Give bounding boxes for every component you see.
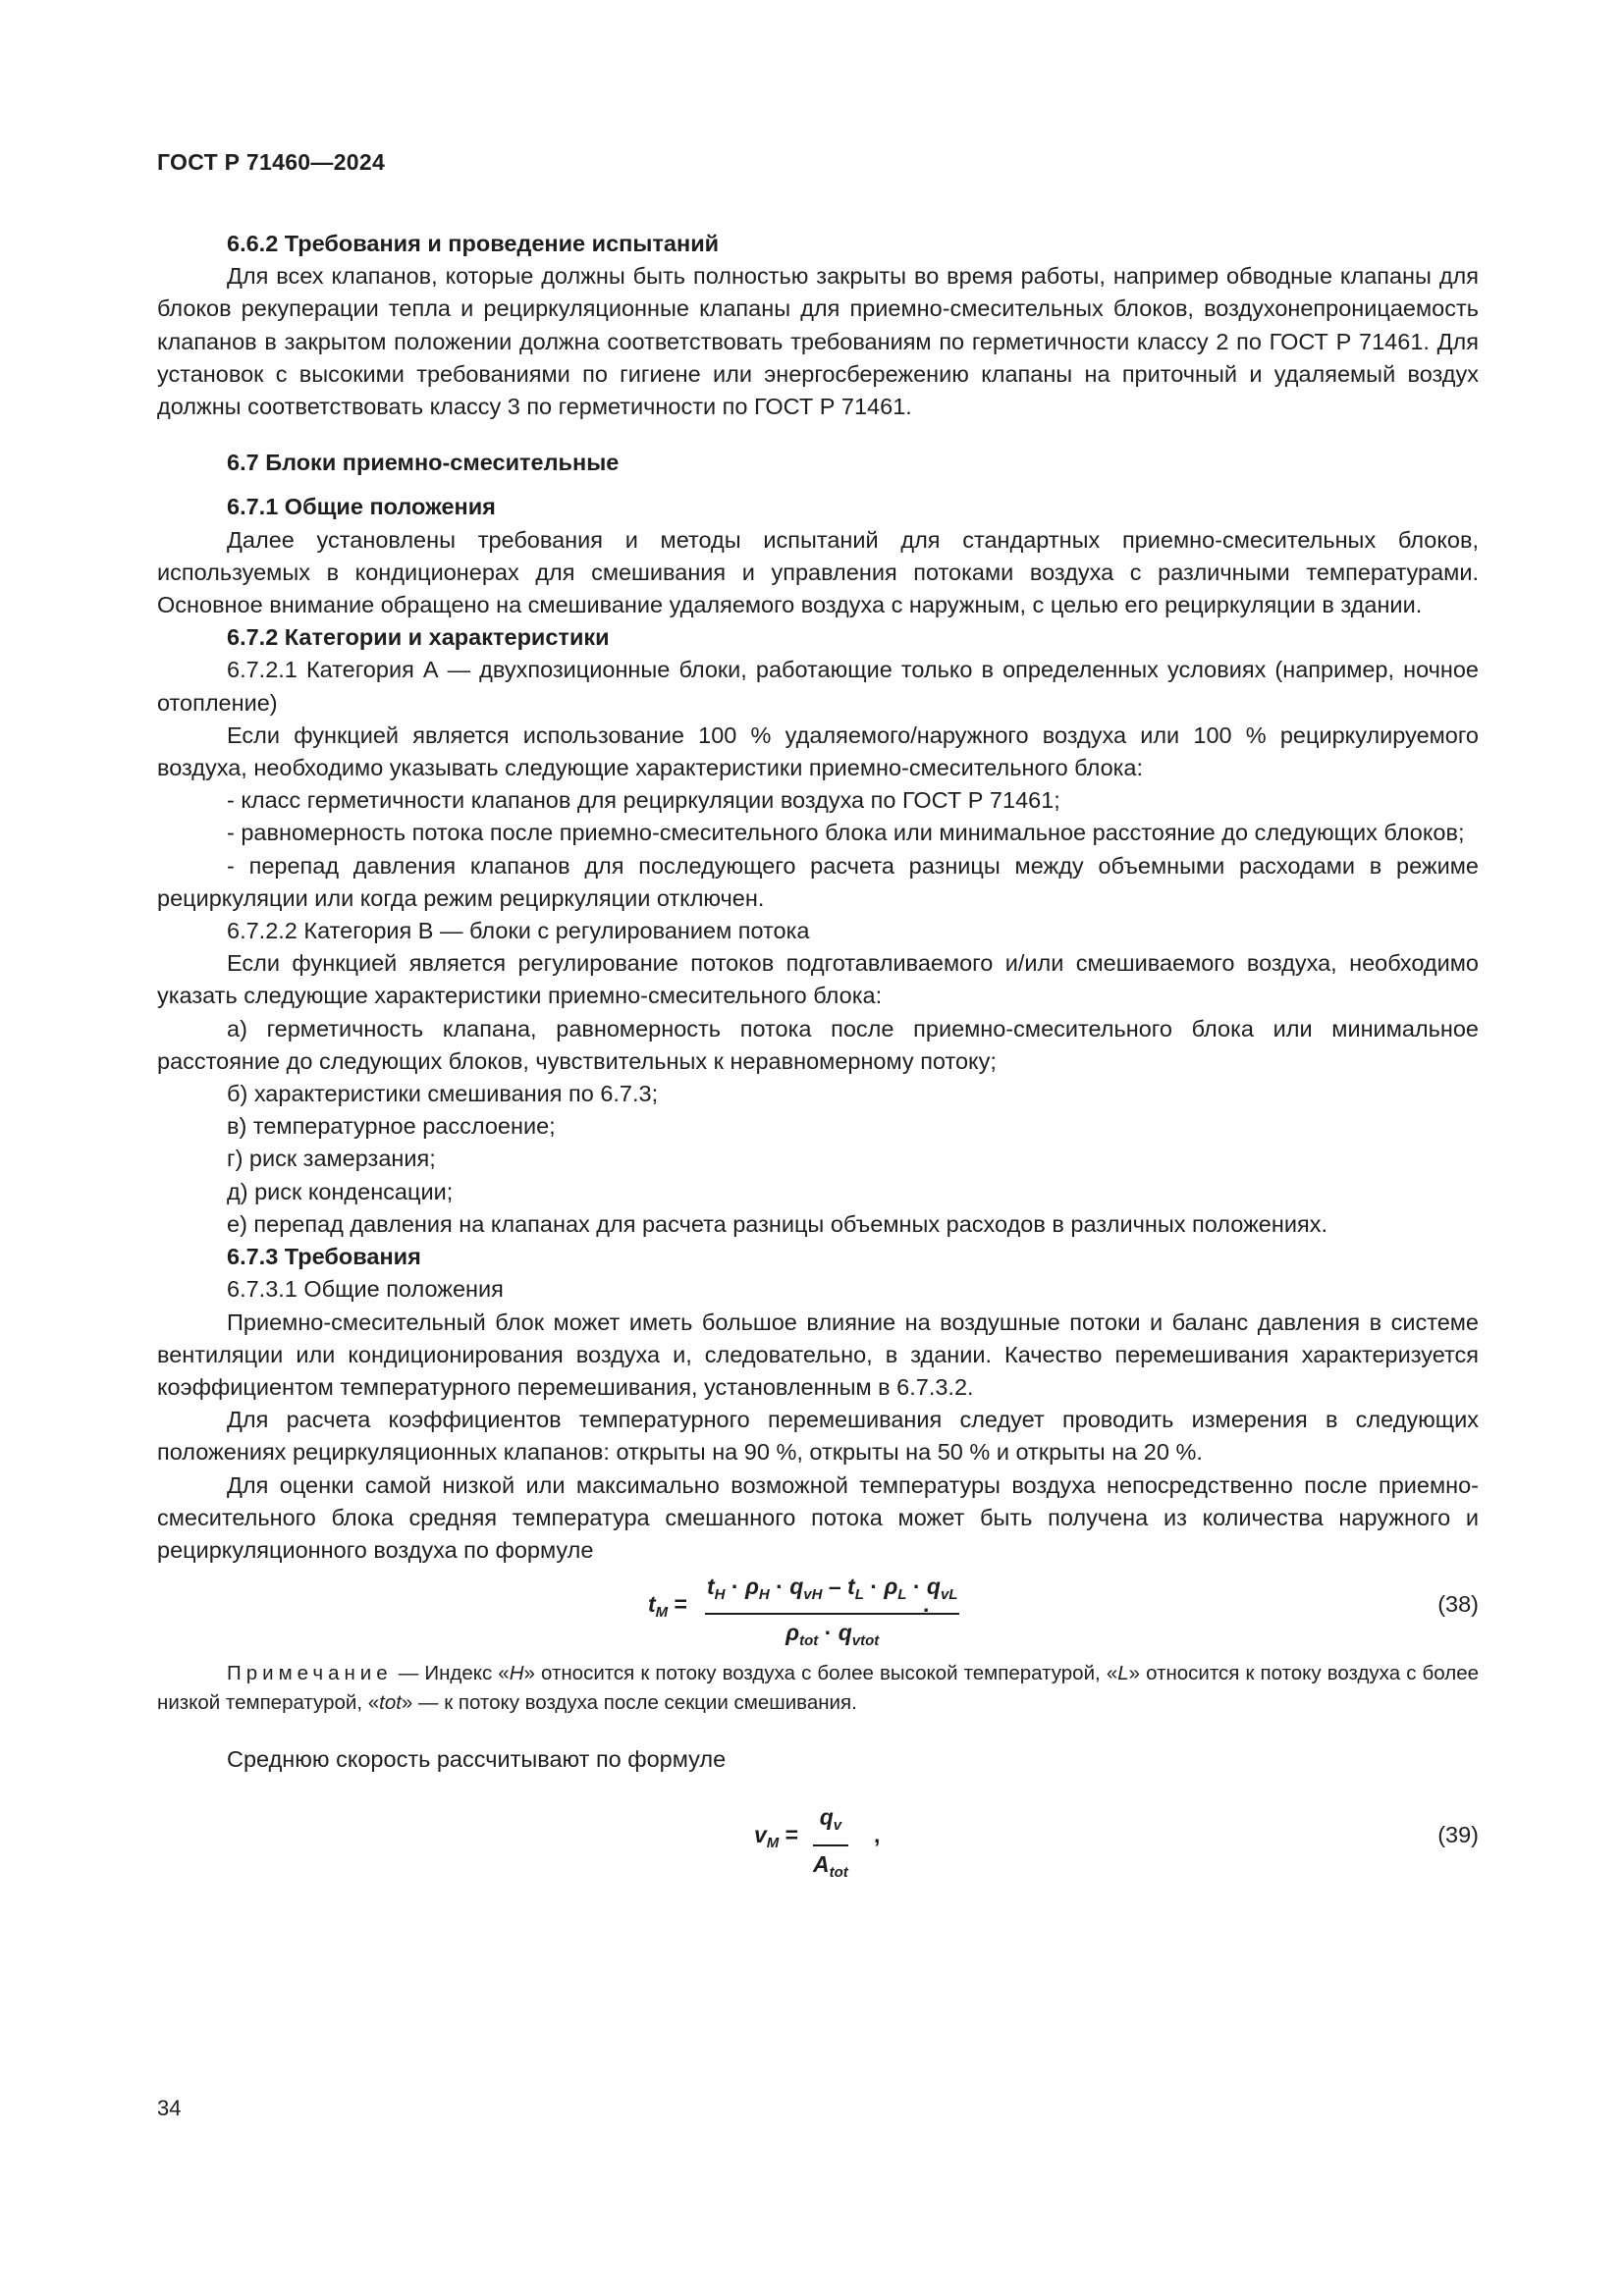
formula-operator: · [818,1620,839,1646]
formula-variable: t [707,1574,715,1600]
paragraph: Для всех клапанов, которые должны быть полностью закрыты во время работы, например обводные клапаны для блоков рекуперации тепла и рециркуляционные клапаны для приемно-смесительных блоков, воздухонепроницаемость клапанов в закрытом положении должна соответствовать требованиям по герметичности классу 2 по ГОСТ Р 71461. Для установок с высокими требованиями по гигиене или энергосбережению клапаны на приточный и удаляемый воздух должны соответствовать классу 3 по герметичности по ГОСТ Р 71461. [157,263,1479,420]
formula-subscript: vL [940,1586,958,1604]
formula-variable: t [847,1574,855,1600]
section-heading-6-7-2: 6.7.2 Категории и характеристики [227,624,610,651]
list-item: е) перепад давления на клапанах для расчета разницы объемных расходов в различных положениях. [227,1210,1327,1237]
list-item: г) риск замерзания; [227,1146,436,1172]
formula-subscript: L [854,1586,864,1604]
formula-variable: q [926,1574,941,1600]
formula-operator: – [822,1574,848,1600]
formula-operator: · [769,1574,790,1600]
section-heading-6-7-3: 6.7.3 Требования [227,1244,421,1270]
list-item: - класс герметичности клапанов для рециркуляции воздуха по ГОСТ Р 71461; [227,787,1060,814]
formula-variable: q [838,1620,852,1646]
list-item: в) температурное расслоение; [227,1113,556,1140]
paragraph: Среднюю скорость рассчитывают по формуле [227,1746,727,1773]
list-item: д) риск конденсации; [227,1178,454,1204]
formula-subscript: L [897,1586,907,1604]
formula-38-fraction [705,1571,959,1657]
formula-subscript: vtot [851,1632,880,1650]
page-number: 34 [157,2096,182,2120]
list-item: б) характеристики смешивания по 6.7.3; [227,1081,659,1107]
formula-operator: · [863,1574,885,1600]
formula-variable: ρ [744,1574,759,1600]
formula-38-lhs: $t_M$ = [648,1591,687,1622]
section-heading-6-7: 6.7 Блоки приемно-смесительные [227,450,620,476]
paragraph: Если функцией является использование 100 % удаляемого/наружного воздуха или 100 % рециркулируемого воздуха, необходимо указывать следующие характеристики приемно-смесительного блока: [157,721,1479,781]
paragraph: Для оценки самой низкой или максимально возможной температуры воздуха непосредственно после приемно-смесительного блока средняя температура смешанного потока может быть получена из количества наружного и рециркуляционного воздуха по формуле [157,1471,1479,1563]
formula-subscript: H [714,1586,726,1604]
paragraph: 6.7.2.1 Категория А — двухпозиционные блоки, работающие только в определенных условиях (например, ночное отопление) [157,657,1479,716]
formula-variable: q [789,1574,804,1600]
paragraph: Далее установлены требования и методы испытаний для стандартных приемно-смесительных блоков, используемых в кондиционерах для смешивания и управления потоками воздуха с различными температурами. Основное внимание обращено на смешивание удаляемого воздуха с наружным, с целью его рециркуляции в здании. [157,526,1479,618]
formula-variable: ρ [884,1574,898,1600]
list-item: а) герметичность клапана, равномерность потока после приемно-смесительного блока или минимальное расстояние до следующих блоков, чувствительных к неравномерному потоку; [157,1015,1479,1074]
list-item: - перепад давления клапанов для последующего расчета разницы между объемными расходами в режиме рециркуляции или когда режим рециркуляции отключен. [157,852,1479,911]
formula-39-fraction [813,1801,848,1888]
note: Примечание — Индекс «H» относится к потоку воздуха с более высокой температурой, «L» относится к потоку воздуха с более низкой температурой, «tot» — к потоку воздуха после секции смешивания. [157,1662,1479,1715]
paragraph: Приемно-смесительный блок может иметь большое влияние на воздушные потоки и баланс давления в системе вентиляции или кондиционирования воздуха и, следовательно, в здании. Качество перемешивания характеризуется коэффициентом температурного перемешивания, установленным в 6.7.3.2. [157,1308,1479,1400]
formula-38-denominator [705,1615,959,1657]
formula-38-number: (38) [1437,1591,1479,1618]
paragraph: Для расчета коэффициентов температурного перемешивания следует проводить измерения в следующих положениях рециркуляционных клапанов: открыты на 90 %, открыты на 50 % и открыты на 20 %. [157,1407,1479,1466]
paragraph: 6.7.2.2 Категория В — блоки с регулированием потока [227,918,810,944]
document-body [157,228,1479,1890]
formula-subscript: H [758,1586,770,1604]
formula-39-denominator: $A_{tot}$ [813,1850,848,1881]
formula-variable: ρ [785,1620,800,1646]
section-heading-6-6-2: 6.6.2 Требования и проведение испытаний [227,231,720,256]
document-header-code: ГОСТ Р 71460—2024 [157,149,386,175]
formula-subscript: vH [803,1586,823,1604]
formula-39-lhs: $v_M$ = [754,1822,799,1852]
formula-operator: · [906,1574,927,1600]
formula-subscript: tot [799,1632,819,1650]
paragraph: 6.7.3.1 Общие положения [227,1276,504,1303]
formula-38 [157,1571,1479,1650]
formula-39-numerator: $q_v$ [813,1801,848,1845]
formula-38-numerator [705,1571,959,1615]
formula-39-number: (39) [1437,1822,1479,1848]
formula-39-punct: , [874,1822,881,1848]
note-label: Примечание [227,1662,393,1685]
formula-operator: · [725,1574,745,1600]
formula-39 [157,1801,1479,1881]
section-heading-6-7-1: 6.7.1 Общие положения [227,494,496,520]
paragraph: Если функцией является регулирование потоков подготавливаемого и/или смешиваемого воздуха, необходимо указать следующие характеристики приемно-смесительного блока: [157,950,1479,1009]
formula-38-punct: . [923,1591,930,1618]
list-item: - равномерность потока после приемно-смесительного блока или минимальное расстояние до следующих блоков; [227,820,1465,846]
